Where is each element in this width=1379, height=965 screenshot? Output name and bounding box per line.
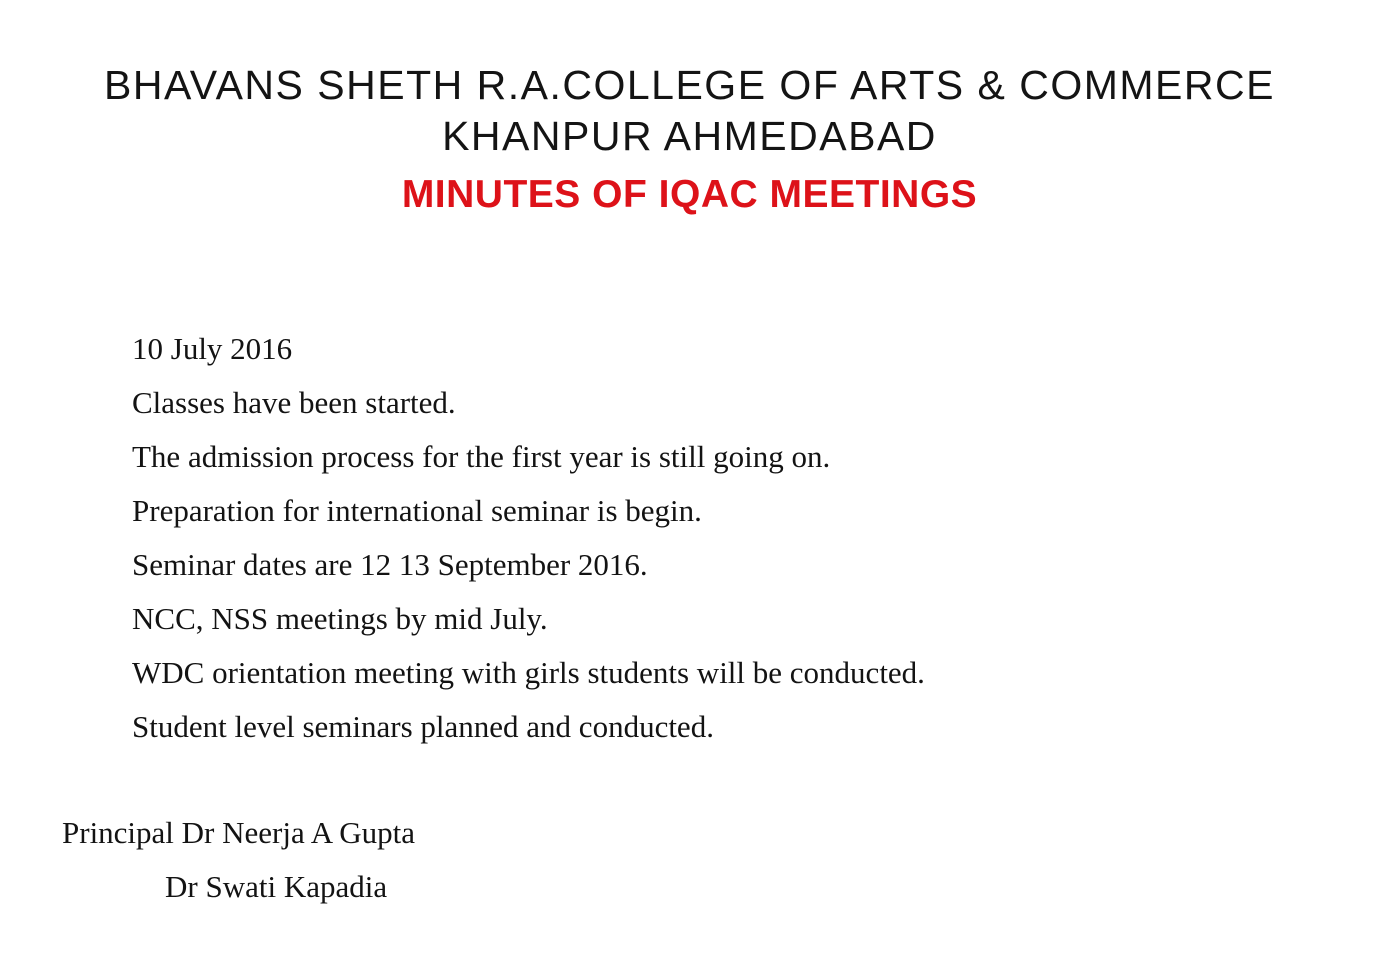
minutes-item: The admission process for the first year is still going on. xyxy=(132,439,831,474)
minutes-section xyxy=(0,322,1379,754)
minutes-item: Classes have been started. xyxy=(132,385,456,420)
signatory-principal: Principal Dr Neerja A Gupta xyxy=(62,815,415,850)
meeting-date: 10 July 2016 xyxy=(132,331,293,366)
signature-block xyxy=(0,806,1379,914)
minutes-item: Preparation for international seminar is begin. xyxy=(132,493,702,528)
college-location: KHANPUR AHMEDABAD xyxy=(442,113,937,159)
document-header xyxy=(0,0,1379,218)
college-name: BHAVANS SHETH R.A.COLLEGE OF ARTS & COMMERCE xyxy=(104,62,1275,108)
minutes-item: Seminar dates are 12 13 September 2016. xyxy=(132,547,648,582)
signatory-member: Dr Swati Kapadia xyxy=(165,869,388,904)
minutes-item: Student level seminars planned and conducted. xyxy=(132,709,714,744)
minutes-item: NCC, NSS meetings by mid July. xyxy=(132,601,548,636)
minutes-item: WDC orientation meeting with girls students will be conducted. xyxy=(132,655,925,690)
document-title: MINUTES OF IQAC MEETINGS xyxy=(401,173,978,216)
